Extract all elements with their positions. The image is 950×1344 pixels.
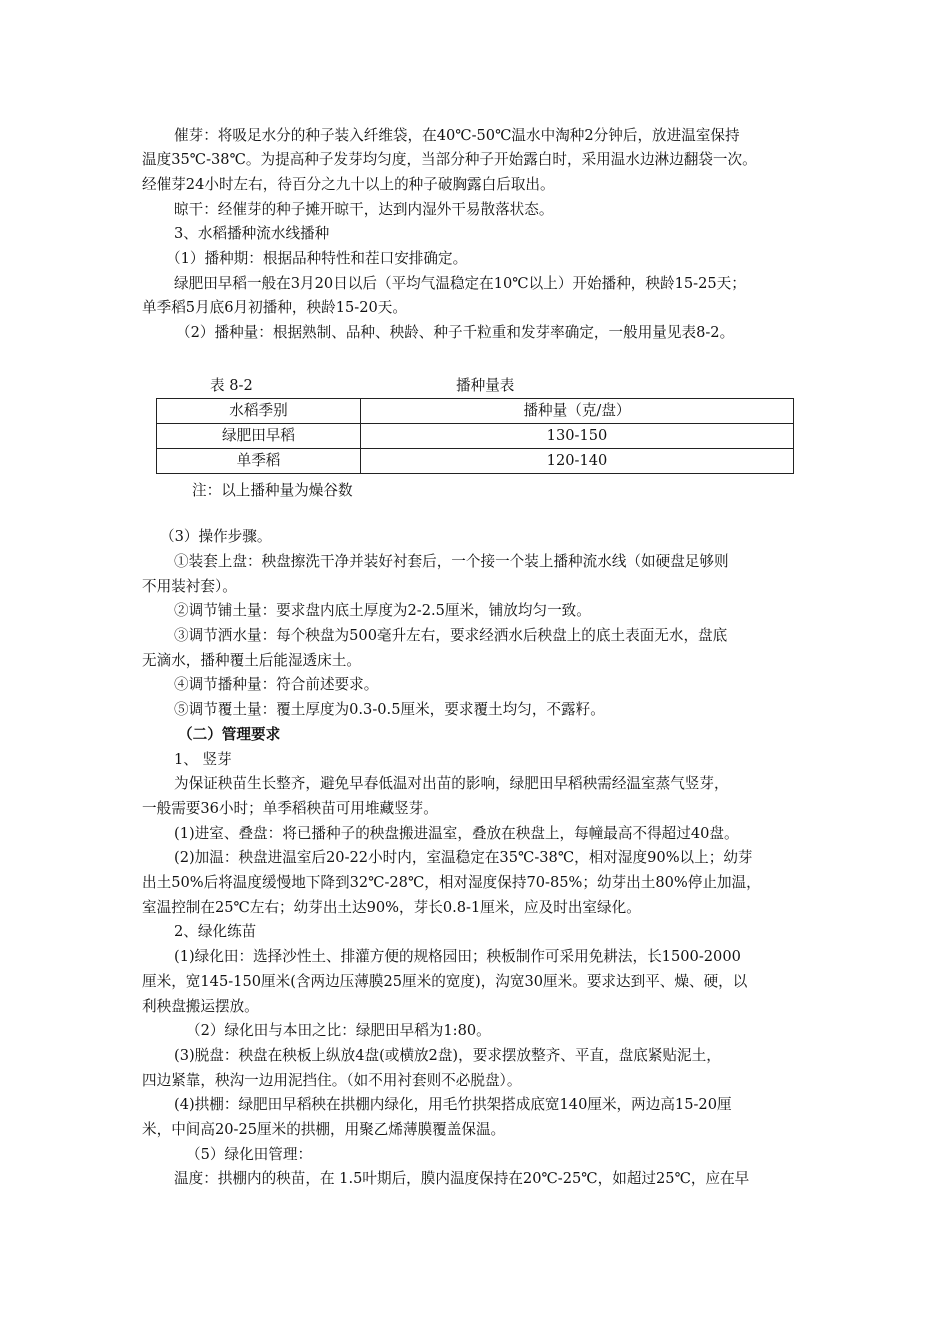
green-1c: 利秧盘搬运摆放。	[142, 998, 259, 1015]
green-1b: 厘米，宽145-150厘米(含两边压薄膜25厘米的宽度)，沟宽30厘米。要求达到平、燥、硬，以	[142, 973, 748, 990]
line-p5b: 单季稻5月底6月初播种，秧龄15-20天。	[142, 299, 407, 316]
line-p1b: 温度35℃-38℃。为提高种子发芽均匀度，当部分种子开始露白时，采用温水边淋边翻袋一次。	[142, 151, 757, 168]
step-2: ②调节铺土量：要求盘内底土厚度为2-2.5厘米，铺放均匀一致。	[174, 602, 591, 619]
mgmt-3c: 室温控制在25℃左右；幼芽出土达90%，芽长0.8-1厘米，应及时出室绿化。	[142, 899, 641, 916]
green-1a: (1)绿化田：选择沙性土、排灌方便的规格园田；秧板制作可采用免耕法，长1500-2000	[174, 948, 741, 965]
table-label: 表 8-2	[210, 377, 253, 394]
table-row	[157, 424, 794, 449]
steps-title: （3）操作步骤。	[160, 528, 272, 545]
mgmt-2: (1)进室、叠盘：将已播种子的秧盘搬进温室，叠放在秧盘上，每幢最高不得超过40盘。	[174, 825, 739, 842]
mgmt-3b: 出土50%后将温度缓慢地下降到32℃-28℃，相对湿度保持70-85%；幼芽出土80%停止加温，	[142, 874, 761, 891]
table-row	[157, 449, 794, 474]
line-p6: （2）播种量：根据熟制、品种、秧龄、种子千粒重和发芽率确定，一般用量见表8-2。	[176, 324, 735, 341]
table-cell: 120-140	[361, 449, 794, 474]
step-3a: ③调节洒水量：每个秧盘为500毫升左右，要求经洒水后秧盘上的底土表面无水，盘底	[174, 627, 728, 644]
line-p4: （1）播种期：根据品种特性和茬口安排确定。	[166, 250, 468, 267]
table-cell: 单季稻	[157, 449, 361, 474]
table-header-rate: 播种量（克/盘）	[361, 399, 794, 424]
step-1a: ①装套上盘：秧盘擦洗干净并装好衬套后，一个接一个装上播种流水线（如硬盘足够则	[174, 553, 729, 570]
table-note: 注：以上播种量为燥谷数	[192, 482, 353, 499]
table-header-season: 水稻季别	[157, 399, 361, 424]
line-p1c: 经催芽24小时左右，待百分之九十以上的种子破胸露白后取出。	[142, 176, 555, 193]
green-3a: (3)脱盘：秧盘在秧板上纵放4盘(或横放2盘)，要求摆放整齐、平直，盘底紧贴泥土，	[174, 1047, 721, 1064]
green-6: 温度：拱棚内的秧苗，在 1.5叶期后，膜内温度保持在20℃-25℃，如超过25℃，应在早	[174, 1170, 750, 1187]
seeding-rate-table	[156, 398, 794, 474]
green-4a: (4)拱棚：绿肥田早稻秧在拱棚内绿化，用毛竹拱架搭成底宽140厘米，两边高15-20厘	[174, 1096, 732, 1113]
line-p3: 3、水稻播种流水线播种	[174, 225, 330, 242]
green-5: （5）绿化田管理：	[186, 1146, 313, 1163]
table-header-row	[157, 399, 794, 424]
step-4: ④调节播种量：符合前述要求。	[174, 676, 379, 693]
mgmt-1a: 为保证秧苗生长整齐，避免早春低温对出苗的影响，绿肥田早稻秧需经温室蒸气竖芽，	[174, 775, 729, 792]
section-heading: （二）管理要求	[178, 726, 281, 743]
table-cell: 绿肥田早稻	[157, 424, 361, 449]
green-3b: 四边紧靠，秧沟一边用泥挡住。（如不用衬套则不必脱盘）。	[142, 1072, 522, 1089]
line-p2: 晾干：经催芽的种子摊开晾干，达到内湿外干易散落状态。	[174, 201, 554, 218]
green-2: （2）绿化田与本田之比：绿肥田早稻为1:80。	[186, 1022, 491, 1039]
green-4b: 米，中间高20-25厘米的拱棚，用聚乙烯薄膜覆盖保温。	[142, 1121, 506, 1138]
step-3b: 无滴水，播种覆土后能湿透床土。	[142, 652, 361, 669]
mgmt-1b: 一般需要36小时；单季稻秧苗可用堆藏竖芽。	[142, 800, 438, 817]
step-1b: 不用装衬套）。	[142, 578, 237, 595]
subsection-2: 2、绿化练苗	[174, 923, 257, 940]
step-5: ⑤调节覆土量：覆土厚度为0.3-0.5厘米，要求覆土均匀，不露籽。	[174, 701, 605, 718]
table-cell: 130-150	[361, 424, 794, 449]
line-p5a: 绿肥田早稻一般在3月20日以后（平均气温稳定在10℃以上）开始播种，秧龄15-25天；	[174, 275, 746, 292]
subsection-1: 1、 竖芽	[174, 751, 232, 768]
mgmt-3a: (2)加温：秧盘进温室后20-22小时内，室温稳定在35℃-38℃，相对湿度90%以上；幼芽	[174, 849, 753, 866]
line-p1a: 催芽：将吸足水分的种子装入纤维袋，在40℃-50℃温水中淘种2分钟后，放进温室保持	[174, 127, 740, 144]
table-title: 播种量表	[456, 377, 515, 394]
